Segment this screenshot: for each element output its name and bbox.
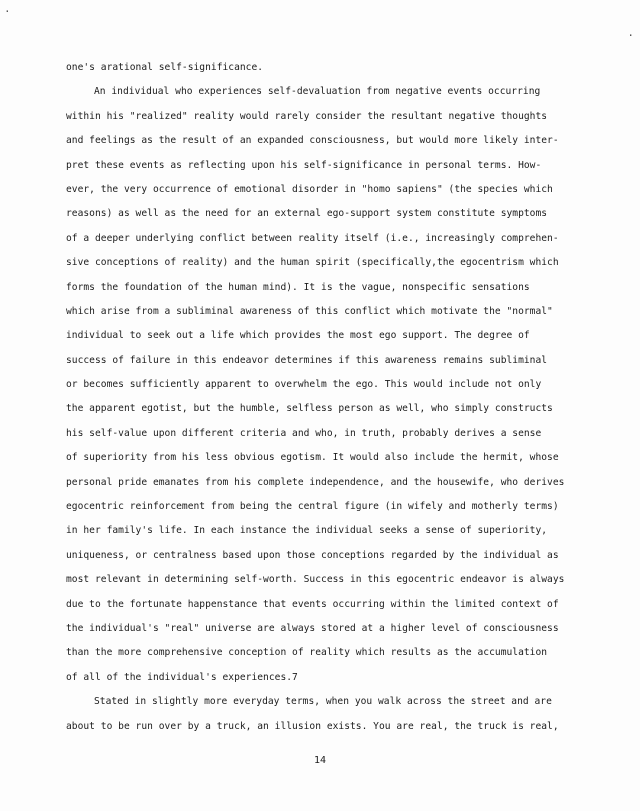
page-number: 14 (313, 755, 327, 766)
text-line: An individual who experiences self-devaluation from negative events occurring (94, 86, 541, 98)
text-line: and feelings as the result of an expanded consciousness, but would more likely inter- (66, 135, 559, 147)
text-line: sive conceptions of reality) and the human spirit (specifically,the egocentrism which (66, 257, 559, 269)
text-line: which arise from a subliminal awareness of this conflict which motivate the "normal" (66, 305, 553, 317)
text-line: most relevant in determining self-worth. Success in this egocentric endeavor is always (66, 574, 565, 586)
text-line: of superiority from his less obvious egotism. It would also include the hermit, whose (66, 452, 559, 464)
text-line: due to the fortunate happenstance that events occurring within the limited context of (66, 598, 559, 610)
text-line: individual to seek out a life which provides the most ego support. The degree of (66, 330, 530, 342)
scan-corner-mark: · (627, 29, 634, 42)
text-line: or becomes sufficiently apparent to overwhelm the ego. This would include not only (66, 379, 542, 391)
text-line: pret these events as reflecting upon his self-significance in personal terms. How- (66, 159, 542, 171)
text-line: within his "realized" reality would rarely consider the resultant negative thoughts (66, 110, 548, 122)
text-line: than the more comprehensive conception of reality which results as the accumulation (66, 647, 548, 659)
text-line: egocentric reinforcement from being the central figure (in wifely and motherly terms) (66, 501, 559, 513)
text-line: reasons) as well as the need for an external ego-support system constitute symptoms (66, 208, 548, 220)
text-line: the individual's "real" universe are always stored at a higher level of consciousness (66, 622, 559, 634)
scan-corner-mark: · (4, 5, 11, 18)
text-line: forms the foundation of the human mind). It is the vague, nonspecific sensations (66, 281, 530, 293)
body-text (66, 56, 606, 739)
text-line: ever, the very occurrence of emotional disorder in "homo sapiens" (the species which (66, 183, 553, 195)
text-line: the apparent egotist, but the humble, selfless person as well, who simply constructs (66, 403, 553, 415)
text-line: about to be run over by a truck, an illusion exists. You are real, the truck is real, (66, 720, 559, 732)
text-line: uniqueness, or centralness based upon those conceptions regarded by the individual as (66, 549, 559, 561)
text-line: Stated in slightly more everyday terms, when you walk across the street and are (94, 696, 552, 708)
text-line: personal pride emanates from his complete independence, and the housewife, who derives (66, 476, 565, 488)
text-line: in her family's life. In each instance the individual seeks a sense of superiority, (66, 525, 548, 537)
text-line: his self-value upon different criteria and who, in truth, probably derives a sense (66, 427, 542, 439)
text-line: one's arational self-significance. (66, 62, 264, 73)
text-line: of a deeper underlying conflict between reality itself (i.e., increasingly comprehen- (66, 232, 559, 244)
text-line: of all of the individual's experiences.7 (66, 671, 298, 683)
text-line: success of failure in this endeavor determines if this awareness remains subliminal (66, 354, 548, 366)
